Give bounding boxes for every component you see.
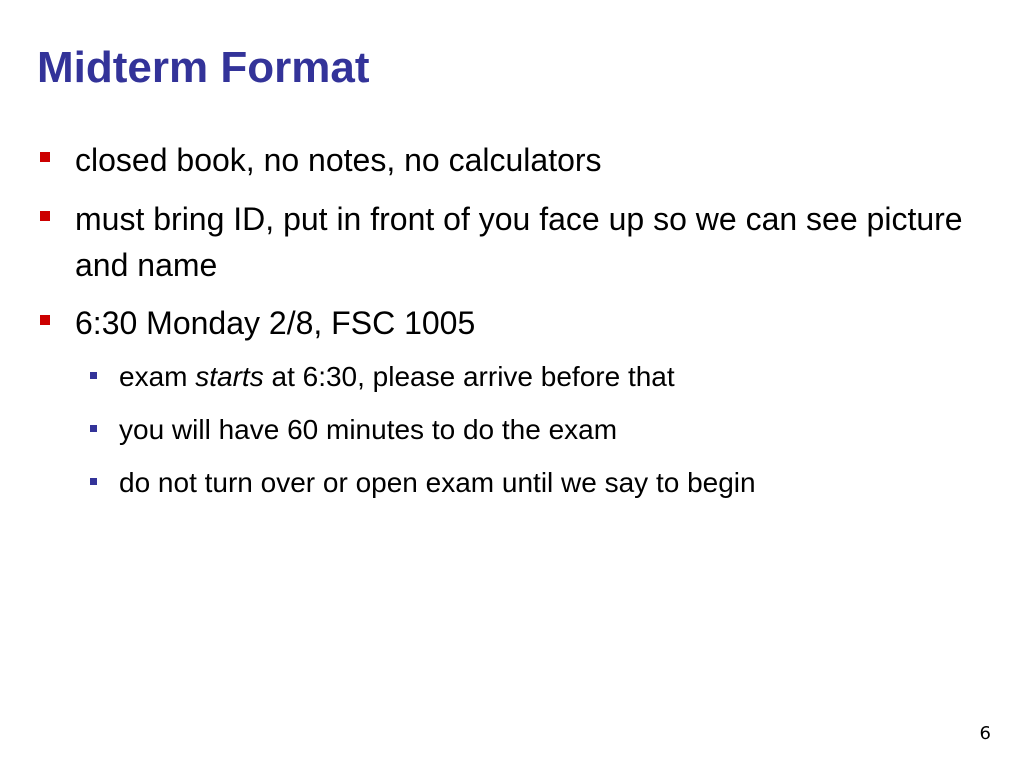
sub-bullet-text: you will have 60 minutes to do the exam — [119, 414, 618, 445]
square-bullet-icon — [40, 315, 50, 325]
slide-title: Midterm Format — [37, 43, 370, 92]
square-bullet-icon — [40, 152, 50, 162]
bullet-text: closed book, no notes, no calculators — [75, 142, 602, 178]
square-sub-bullet-icon — [90, 372, 97, 379]
emphasized-word: starts — [195, 361, 264, 392]
square-bullet-icon — [40, 211, 50, 221]
square-sub-bullet-icon — [90, 478, 97, 485]
sub-bullet-text-after: at 6:30, please arrive before that — [263, 361, 675, 392]
square-sub-bullet-icon — [90, 425, 97, 432]
sub-bullet-text: do not turn over or open exam until we say to begin — [119, 467, 756, 498]
bullet-text: must bring ID, put in front of you face up so we can see picture and name — [75, 201, 963, 283]
bullet-text: 6:30 Monday 2/8, FSC 1005 — [75, 305, 476, 341]
page-number: 6 — [979, 723, 991, 744]
sub-bullet-text-before: exam — [119, 361, 196, 392]
sub-bullet-text — [119, 357, 979, 397]
